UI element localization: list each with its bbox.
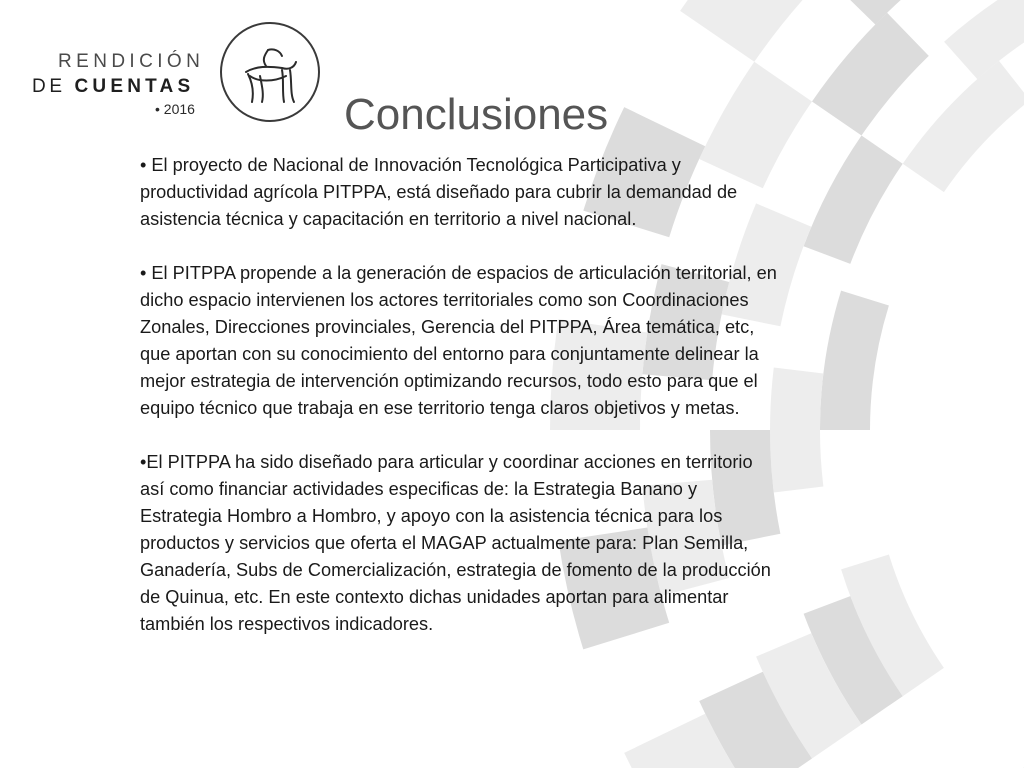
bullet-paragraph: •El PITPPA ha sido diseñado para articular y coordinar acciones en territorio así como financiar actividades especificas de: la Estrategia Banano y Estrategia Hombro a Hombro, y apoyo con la asistencia técnica para los productos y servicios que oferta el MAGAP actualmente para: Plan Semilla, Ganadería, Subs de Comercialización, estrategia de fomento de la producción de Quinua, etc. En este contexto dichas unidades aportan para alimentar también los respectivos indicadores. <box>140 452 771 634</box>
background-tile <box>820 291 889 430</box>
logo-text-de: DE <box>32 76 66 97</box>
background-tile <box>680 0 816 62</box>
background-tile <box>999 760 1024 768</box>
background-tile <box>903 61 1024 192</box>
rendicion-de-cuentas-logo <box>24 20 314 130</box>
conclusions-body <box>140 152 780 638</box>
bullet-paragraph: • El PITPPA propende a la generación de espacios de articulación territorial, en dicho espacio intervienen los actores territoriales como son Coordinaciones Zonales, Direcciones provinciales, Gerencia del PITPPA, Área temática, etc, que aportan con su conocimiento del entorno para conjuntamente delinear la mejor estrategia de intervención optimizando recursos, todo esto para que el equipo técnico que trabaja en ese territorio tenga claros objetivos y metas. <box>140 263 777 418</box>
logo-year: • 2016 <box>155 101 195 117</box>
logo-text-de-cuentas <box>32 76 194 98</box>
logo-text-cuentas: CUENTAS <box>74 76 195 97</box>
background-tile <box>944 0 1024 79</box>
slide-title: Conclusiones <box>344 90 609 139</box>
background-tile <box>812 13 929 136</box>
bullet-paragraph: • El proyecto de Nacional de Innovación Tecnológica Participativa y productividad agrícola PITPPA, está diseñado para cubrir la demandad de asistencia técnica y capacitación en territorio a nivel nacional. <box>140 155 738 229</box>
background-tile <box>804 136 903 264</box>
bull-logo-icon <box>238 42 300 108</box>
logo-text-rendicion: RENDICIÓN <box>58 51 205 72</box>
